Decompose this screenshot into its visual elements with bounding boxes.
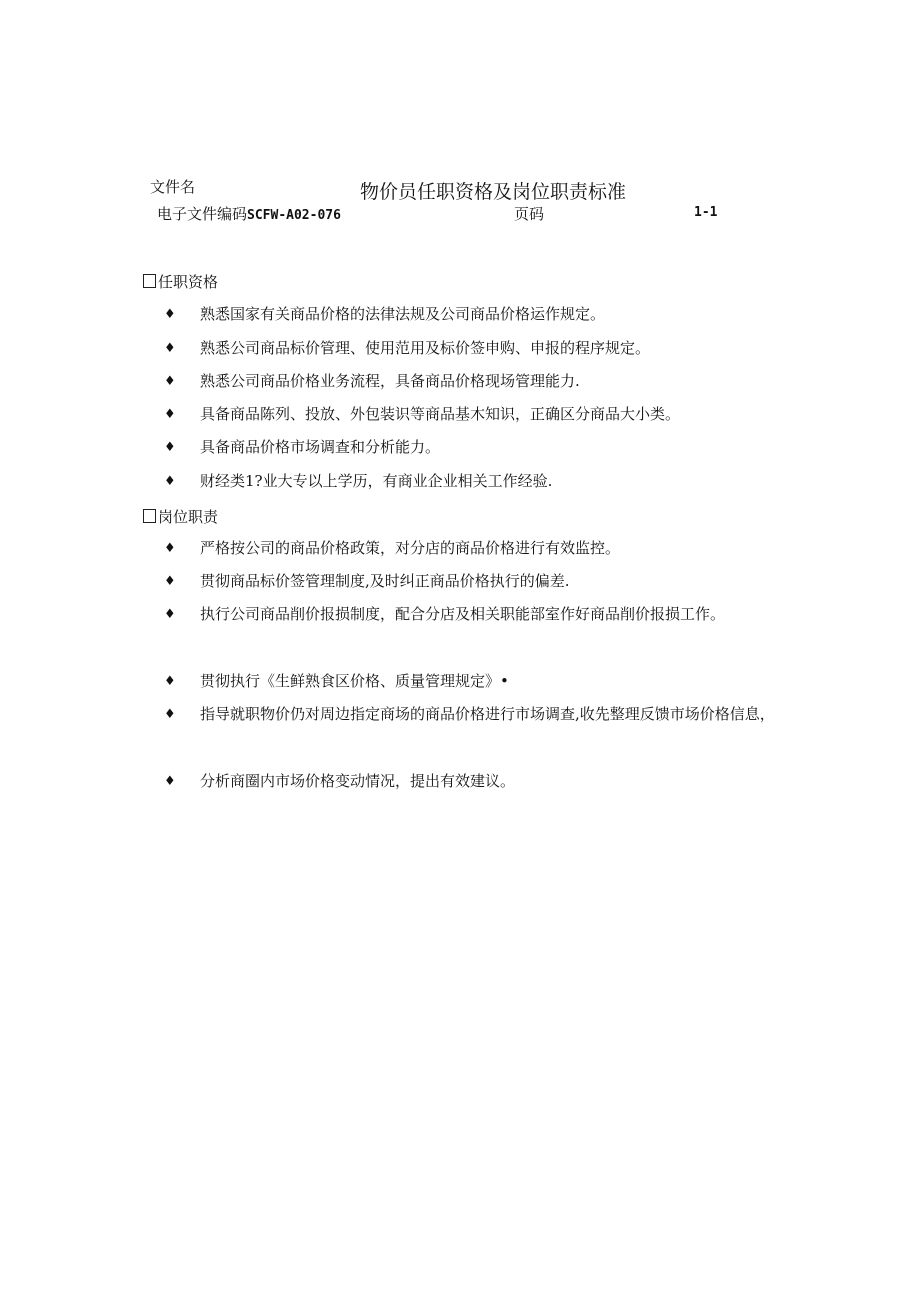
document-title: 物价员任职资格及岗位职责标准: [360, 181, 627, 203]
section-qualifications: [143, 271, 218, 292]
list-item: 财经类1?业大专以上学历，有商业企业相关工作经验.: [200, 472, 553, 490]
list-item: 分析商圈内市场价格变动情况，提出有效建议。: [200, 772, 516, 790]
diamond-bullet-icon: ♦: [164, 541, 176, 556]
section-heading: 任职资格: [158, 273, 219, 291]
list-item: 具备商品陈列、投放、外包装识等商品基木知识，正确区分商品大小类。: [200, 405, 681, 423]
diamond-bullet-icon: ♦: [164, 674, 176, 689]
diamond-bullet-icon: ♦: [164, 774, 176, 789]
list-item: 执行公司商品削价报损制度，配合分店及相关职能部室作好商品削价报损工作。: [200, 605, 726, 623]
diamond-bullet-icon: ♦: [164, 474, 176, 489]
document-code-value: SCFW-A02-076: [247, 208, 341, 223]
page-number-label: 页码: [514, 205, 545, 223]
document-code-row: [157, 203, 341, 224]
diamond-bullet-icon: ♦: [164, 341, 176, 356]
list-item: 贯彻执行《生鲜熟食区价格、质量管理规定》•: [200, 672, 509, 690]
page-number-value: 1-1: [694, 205, 718, 220]
header-name-label: 文件名: [150, 178, 196, 196]
section-heading: 岗位职责: [158, 508, 219, 526]
diamond-bullet-icon: ♦: [164, 407, 176, 422]
diamond-bullet-icon: ♦: [164, 440, 176, 455]
list-item: 严格按公司的商品价格政策，对分店的商品价格进行有效监控。: [200, 539, 621, 557]
document-code-label: 电子文件编码: [157, 205, 248, 223]
list-item: 熟悉公司商品价格业务流程，具备商品价格现场管理能力.: [200, 372, 580, 390]
list-item: 具备商品价格市场调查和分析能力。: [200, 438, 441, 456]
list-item: 指导就职物价仍对周边指定商场的商品价格进行市场调查,收先整理反馈市场价格信息，: [200, 705, 775, 723]
checkbox-icon: [143, 509, 156, 523]
diamond-bullet-icon: ♦: [164, 574, 176, 589]
list-item: 熟悉公司商品标价管理、使用范用及标价签申购、申报的程序规定。: [200, 339, 651, 357]
diamond-bullet-icon: ♦: [164, 607, 176, 622]
list-item: 贯彻商品标价签管理制度,及时纠正商品价格执行的偏差.: [200, 572, 570, 590]
diamond-bullet-icon: ♦: [164, 307, 176, 322]
diamond-bullet-icon: ♦: [164, 374, 176, 389]
diamond-bullet-icon: ♦: [164, 707, 176, 722]
list-item: 熟悉国家有关商品价格的法律法规及公司商品价格运作规定。: [200, 305, 606, 323]
checkbox-icon: [143, 274, 156, 288]
section-duties: [143, 506, 218, 527]
